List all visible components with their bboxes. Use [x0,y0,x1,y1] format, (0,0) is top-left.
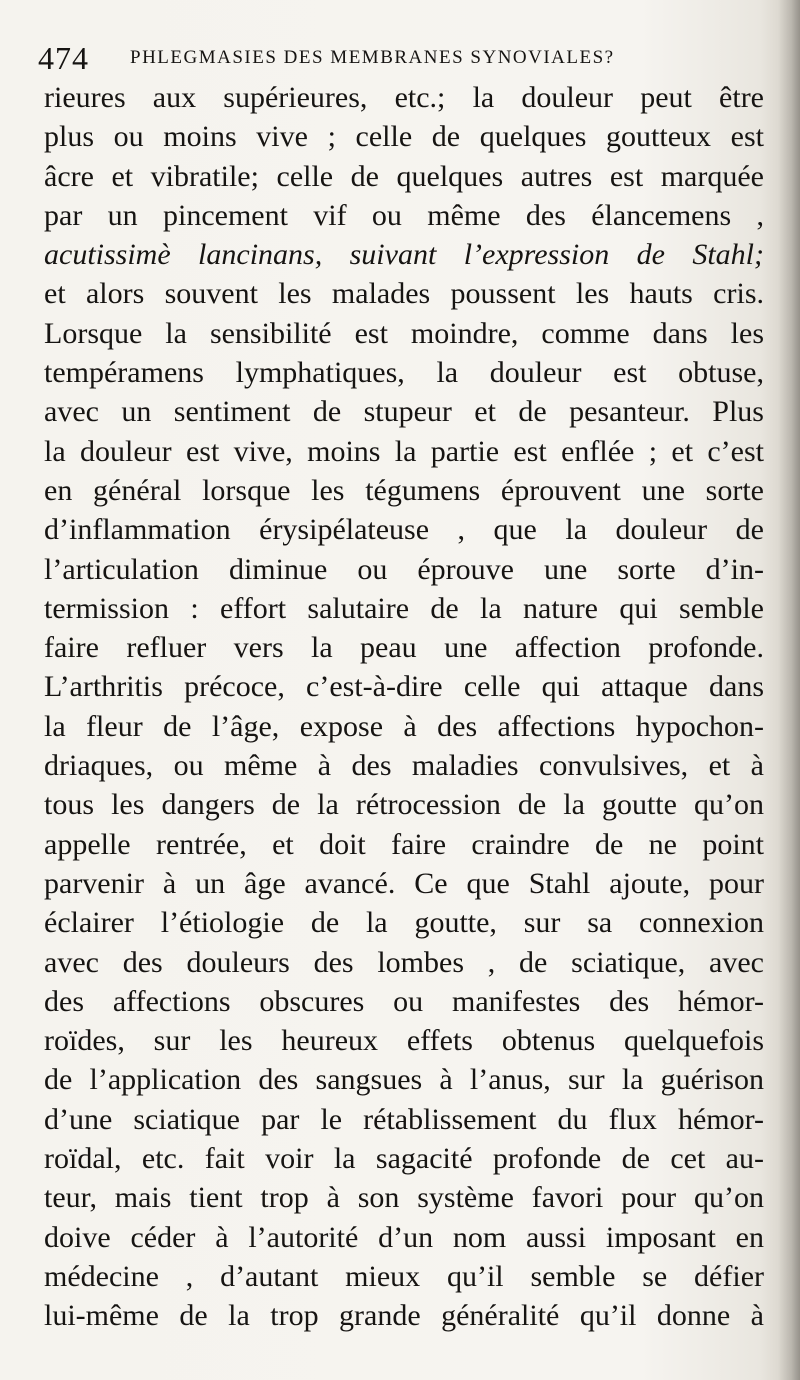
text-line: âcre et vibratile; celle de quelques autres est marquée [44,159,764,193]
text-line: termission : effort salutaire de la nature qui semble [44,591,764,625]
text-line: avec un sentiment de stupeur et de pesanteur. Plus [44,395,764,429]
text-line: parvenir à un âge avancé. Ce que Stahl ajoute, pour [44,866,764,900]
text-line: teur, mais tient trop à son système favori pour qu’on [44,1181,764,1215]
text-line: L’arthritis précoce, c’est-à-dire celle qui attaque dans [44,670,764,704]
body-text [44,78,764,1336]
text-line: la fleur de l’âge, expose à des affections hypochon- [44,709,764,743]
text-line: par un pincement vif ou même des élancemens , [44,198,764,232]
text-line: appelle rentrée, et doit faire craindre de ne point [44,827,764,861]
text-line: éclairer l’étiologie de la goutte, sur sa connexion [44,906,764,940]
text-line: avec des douleurs des lombes , de sciatique, avec [44,945,764,979]
text-line: tempéramens lymphatiques, la douleur est obtuse, [44,356,764,390]
text-line: driaques, ou même à des maladies convulsives, et à [44,749,764,783]
text-line: en général lorsque les tégumens éprouvent une sorte [44,473,764,507]
text-line: rieures aux supérieures, etc.; la douleur peut être [44,81,764,114]
text-line: plus ou moins vive ; celle de quelques goutteux est [44,120,764,154]
text-line-latin-quotation: acutissimè lancinans, suivant l’expression de Stahl; [44,238,764,272]
text-line: faire refluer vers la peau une affection profonde. [44,631,764,665]
text-line: des affections obscures ou manifestes des hémor- [44,984,764,1018]
text-line: d’inflammation érysipélateuse , que la douleur de [44,513,764,547]
text-line: de l’application des sangsues à l’anus, sur la guérison [44,1063,764,1097]
running-head-title: PHLEGMASIES DES MEMBRANES SYNOVIALES? [130,47,615,68]
text-line: et alors souvent les malades poussent les hauts cris. [44,277,764,311]
text-line: lui-même de la trop grande généralité qu’il donne à [44,1299,764,1333]
text-line: tous les dangers de la rétrocession de la goutte qu’on [44,788,764,822]
text-line: d’une sciatique par le rétablissement du flux hémor- [44,1102,764,1136]
running-head [38,38,758,82]
text-line: médecine , d’autant mieux qu’il semble se défier [44,1259,764,1293]
text-line: l’articulation diminue ou éprouve une sorte d’in- [44,552,764,586]
text-line: roïdal, etc. fait voir la sagacité profonde de cet au- [44,1142,764,1176]
text-line: doive céder à l’autorité d’un nom aussi imposant en [44,1220,764,1254]
text-line: roïdes, sur les heureux effets obtenus quelquefois [44,1024,764,1058]
page-gutter-shadow [778,0,800,1380]
text-line: la douleur est vive, moins la partie est enflée ; et c’est [44,434,764,468]
page-number: 474 [38,40,89,76]
text-line: Lorsque la sensibilité est moindre, comme dans les [44,316,764,350]
